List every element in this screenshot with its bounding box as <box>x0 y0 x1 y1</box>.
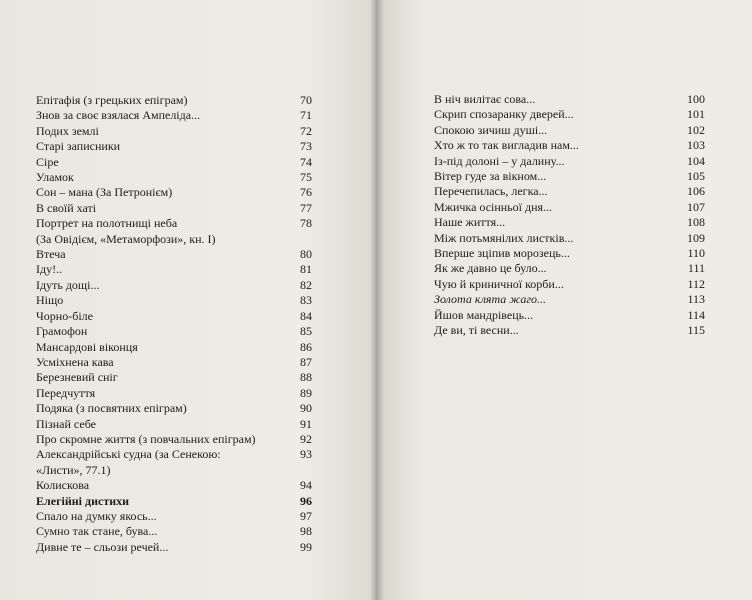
toc-entry-title: Як же давно це було... <box>434 261 547 276</box>
toc-entry <box>36 309 312 324</box>
toc-entry <box>434 169 705 184</box>
toc-entry-page-number: 93 <box>300 447 312 462</box>
toc-entry-page-number: 82 <box>300 277 312 292</box>
toc-entry <box>36 401 312 416</box>
toc-entry-page-number: 80 <box>300 247 312 262</box>
toc-entry-title: Епітафія (з грецьких епіграм) <box>36 93 188 107</box>
toc-entry-title: Із-під долоні – у далину... <box>434 153 565 168</box>
toc-entry <box>36 478 312 493</box>
toc-entry <box>434 323 705 338</box>
toc-entry-title: Скрип спозаранку дверей... <box>434 107 574 122</box>
toc-entry-page-number: 86 <box>300 339 312 354</box>
left-toc <box>36 93 312 555</box>
toc-entry-title: Подяка (з посвятних епіграм) <box>36 401 187 416</box>
toc-entry-title: Подих землі <box>36 123 99 138</box>
toc-entry <box>36 417 312 432</box>
toc-entry-title: Сон – мана (За Петронієм) <box>36 185 173 200</box>
toc-entry <box>434 292 705 307</box>
toc-entry-title: Знов за своє взялася Ампеліда... <box>36 108 201 123</box>
toc-entry <box>434 184 705 199</box>
toc-entry-page-number: 91 <box>300 416 312 431</box>
toc-entry-title: Сумно так стане, бува... <box>36 524 158 539</box>
toc-entry <box>434 200 705 215</box>
toc-entry-title-line2: «Листи», 77.1) <box>36 462 111 477</box>
toc-entry-page-number: 114 <box>687 307 705 322</box>
toc-entry <box>36 540 312 555</box>
toc-entry <box>434 215 705 230</box>
toc-entry <box>434 261 705 276</box>
toc-entry-page-number: 89 <box>300 385 312 400</box>
toc-entry-page-number: 96 <box>300 493 312 508</box>
toc-entry <box>434 107 705 122</box>
toc-entry-page-number: 88 <box>300 370 312 385</box>
toc-entry-title <box>36 216 244 247</box>
toc-entry-page-number: 97 <box>300 508 312 523</box>
toc-entry-page-number: 77 <box>300 200 312 215</box>
toc-entry-page-number: 72 <box>300 123 312 138</box>
toc-entry-title: Грамофон <box>36 324 88 339</box>
toc-entry-page-number: 104 <box>687 153 705 168</box>
toc-entry-title: Перечепилась, легка... <box>434 184 548 199</box>
toc-entry-page-number: 111 <box>687 261 705 276</box>
toc-entry-page-number: 101 <box>687 107 705 122</box>
right-toc <box>434 92 705 339</box>
toc-entry <box>434 154 705 169</box>
toc-entry-page-number: 94 <box>300 478 312 493</box>
toc-entry-page-number: 83 <box>300 293 312 308</box>
toc-entry-title: Вітер гуде за вікном... <box>434 169 547 184</box>
toc-entry-page-number: 115 <box>687 323 705 338</box>
toc-entry-title: Ідуть дощі... <box>36 277 100 292</box>
toc-entry <box>36 108 312 123</box>
toc-entry <box>36 370 312 385</box>
toc-entry-page-number: 70 <box>300 93 312 107</box>
toc-entry-page-number: 73 <box>300 139 312 154</box>
toc-entry-page-number: 109 <box>687 230 705 245</box>
toc-entry-page-number: 87 <box>300 354 312 369</box>
toc-entry <box>36 293 312 308</box>
toc-entry <box>36 247 312 262</box>
toc-entry-page-number: 85 <box>300 324 312 339</box>
toc-entry-title: Пізнай себе <box>36 416 96 431</box>
toc-entry-title: Елегійні дистихи <box>36 493 130 508</box>
toc-entry <box>36 155 312 170</box>
toc-entry-page-number: 113 <box>687 292 705 307</box>
toc-entry <box>434 277 705 292</box>
toc-entry-title: Ніщо <box>36 293 64 308</box>
toc-entry <box>36 324 312 339</box>
toc-entry-page-number: 103 <box>687 138 705 153</box>
toc-entry-title: Уламок <box>36 170 74 185</box>
toc-entry <box>36 494 312 509</box>
toc-entry-page-number: 71 <box>300 108 312 123</box>
toc-entry-page-number: 76 <box>300 185 312 200</box>
toc-entry-title: Йшов мандрівець... <box>434 307 534 322</box>
toc-entry-title: В ніч вилітає сова... <box>434 92 536 106</box>
toc-entry <box>36 386 312 401</box>
toc-entry-title: Колискова <box>36 478 90 493</box>
toc-entry-title-line2: (За Овідієм, «Метаморфози», кн. І) <box>36 231 216 246</box>
toc-entry-page-number: 90 <box>300 401 312 416</box>
toc-entry <box>36 432 312 447</box>
toc-entry-title: Хто ж то так вигладив нам... <box>434 138 579 153</box>
toc-entry-page-number: 112 <box>687 276 705 291</box>
toc-entry <box>36 340 312 355</box>
toc-entry-page-number: 84 <box>300 308 312 323</box>
toc-entry-title: Іду!.. <box>36 262 63 277</box>
toc-entry <box>36 509 312 524</box>
toc-entry <box>36 216 312 247</box>
toc-entry-page-number: 99 <box>300 539 312 554</box>
toc-entry-title: Мжичка осінньої дня... <box>434 199 553 214</box>
toc-entry-title: Усміхнена кава <box>36 354 114 369</box>
toc-entry-page-number: 107 <box>687 199 705 214</box>
toc-entry-title: Чую й криничної корби... <box>434 276 564 291</box>
toc-entry-page-number: 106 <box>687 184 705 199</box>
toc-entry <box>36 93 312 108</box>
toc-entry-title: Наше життя... <box>434 215 506 230</box>
toc-entry-title: Втеча <box>36 247 66 262</box>
toc-entry-page-number: 75 <box>300 170 312 185</box>
book-gutter <box>370 0 384 600</box>
toc-entry-page-number: 110 <box>687 246 705 261</box>
toc-entry-page-number: 108 <box>687 215 705 230</box>
toc-entry <box>36 524 312 539</box>
toc-entry-title: Де ви, ті весни... <box>434 323 519 338</box>
toc-entry <box>434 138 705 153</box>
toc-entry-page-number: 74 <box>300 154 312 169</box>
toc-entry-title: В своїй хаті <box>36 200 97 215</box>
toc-entry <box>36 139 312 154</box>
toc-entry-page-number: 81 <box>300 262 312 277</box>
toc-entry-title: Чорно-біле <box>36 308 93 323</box>
toc-entry-title: Золота клята жаго... <box>434 292 546 307</box>
toc-entry <box>434 308 705 323</box>
toc-entry-title-line1: Портрет на полотнищі неба <box>36 216 178 231</box>
toc-entry <box>36 185 312 200</box>
toc-entry-title: Спокою зичиш душі... <box>434 122 548 137</box>
toc-entry <box>434 246 705 261</box>
toc-entry-page-number: 102 <box>687 122 705 137</box>
toc-entry-page-number: 92 <box>300 431 312 446</box>
toc-entry-title: Між потьмянілих листків... <box>434 230 574 245</box>
toc-entry <box>36 278 312 293</box>
toc-entry <box>36 170 312 185</box>
toc-entry-title: Передчуття <box>36 385 96 400</box>
toc-entry-title-line1: Александрійські судна (за Сенекою: <box>36 447 221 462</box>
toc-entry-title: Сіре <box>36 154 59 169</box>
toc-entry <box>36 355 312 370</box>
toc-entry-title: Спало на думку якось... <box>36 508 157 523</box>
toc-entry-title: Старі записники <box>36 139 121 154</box>
toc-entry-title: Вперше зціпив морозець... <box>434 246 570 261</box>
toc-entry <box>36 201 312 216</box>
toc-entry <box>36 262 312 277</box>
toc-entry-title: Березневий сніг <box>36 370 118 385</box>
toc-entry-title: Дивне те – сльози речей... <box>36 539 169 554</box>
toc-entry-page-number: 105 <box>687 169 705 184</box>
toc-entry-page-number: 78 <box>300 216 312 231</box>
toc-entry <box>36 447 312 478</box>
toc-entry <box>434 92 705 107</box>
toc-entry-title: Про скромне життя (з повчальних епіграм) <box>36 431 256 446</box>
toc-entry <box>36 124 312 139</box>
toc-entry <box>434 231 705 246</box>
toc-entry-page-number: 100 <box>687 92 705 106</box>
toc-entry <box>434 123 705 138</box>
toc-entry-title: Мансардові віконця <box>36 339 138 354</box>
toc-entry-title <box>36 447 249 478</box>
toc-entry-page-number: 98 <box>300 524 312 539</box>
